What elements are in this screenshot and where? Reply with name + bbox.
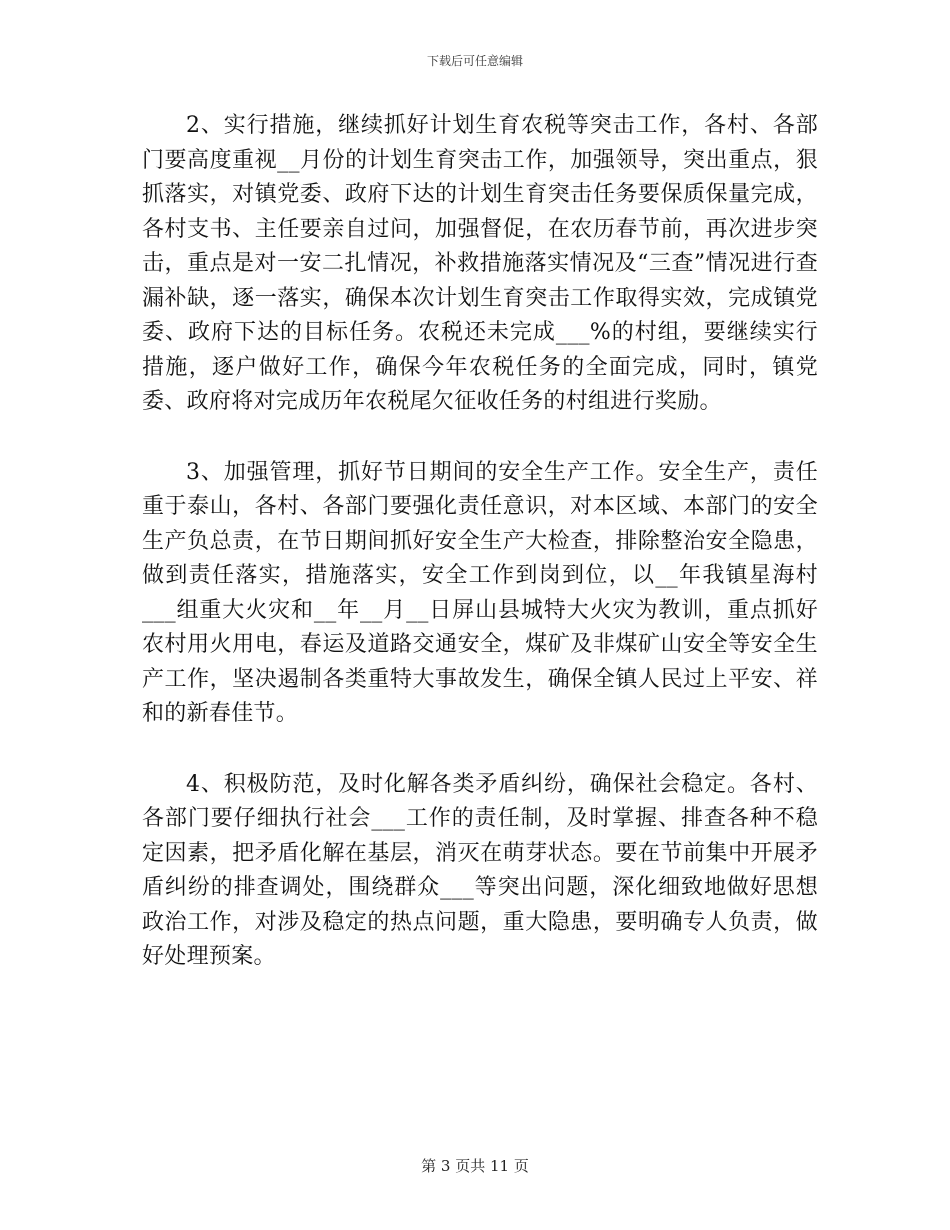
page-header: 下载后可任意编辑 xyxy=(426,54,523,68)
document-body xyxy=(142,109,818,1011)
page-number: 第 3 页共 11 页 xyxy=(421,1157,529,1175)
paragraph-item-2: 2、实行措施，继续抓好计划生育农税等突击工作，各村、各部门要高度重视__月份的计划生育突击工作，加强领导，突出重点，狠抓落实，对镇党委、政府下达的计划生育突击任务要保质保量完成，各村支书、主任要亲自过问，加强督促，在农历春节前，再次进步突击，重点是对一安二扎情况，补救措施落实情况及“三查”情况进行查漏补缺，逐一落实，确保本次计划生育突击工作取得实效，完成镇党委、政府下达的目标任务。农税还未完成___%的村组，要继续实行措施，逐户做好工作，确保今年农税任务的全面完成，同时，镇党委、政府将对完成历年农税尾欠征收任务的村组进行奖励。 xyxy=(142,113,818,414)
paragraph-item-3: 3、加强管理，抓好节日期间的安全生产工作。安全生产，责任重于泰山，各村、各部门要强化责任意识，对本区域、本部门的安全生产负总责，在节日期间抓好安全生产大检查，排除整治安全隐患，做到责任落实，措施落实，安全工作到岗到位，以__年我镇星海村___组重大火灾和__年__月__日屏山县城特大火灾为教训，重点抓好农村用火用电，春运及道路交通安全，煤矿及非煤矿山安全等安全生产工作，坚决遏制各类重特大事故发生，确保全镇人民过上平安、祥和的新春佳节。 xyxy=(142,459,818,726)
paragraph-item-4: 4、积极防范，及时化解各类矛盾纠纷，确保社会稳定。各村、各部门要仔细执行社会___工作的责任制，及时掌握、排查各种不稳定因素，把矛盾化解在基层，消灭在萌芽状态。要在节前集中开展矛盾纠纷的排查调处，围绕群众___等突出问题，深化细致地做好思想政治工作，对涉及稳定的热点问题，重大隐患，要明确专人负责，做好处理预案。 xyxy=(142,771,818,969)
